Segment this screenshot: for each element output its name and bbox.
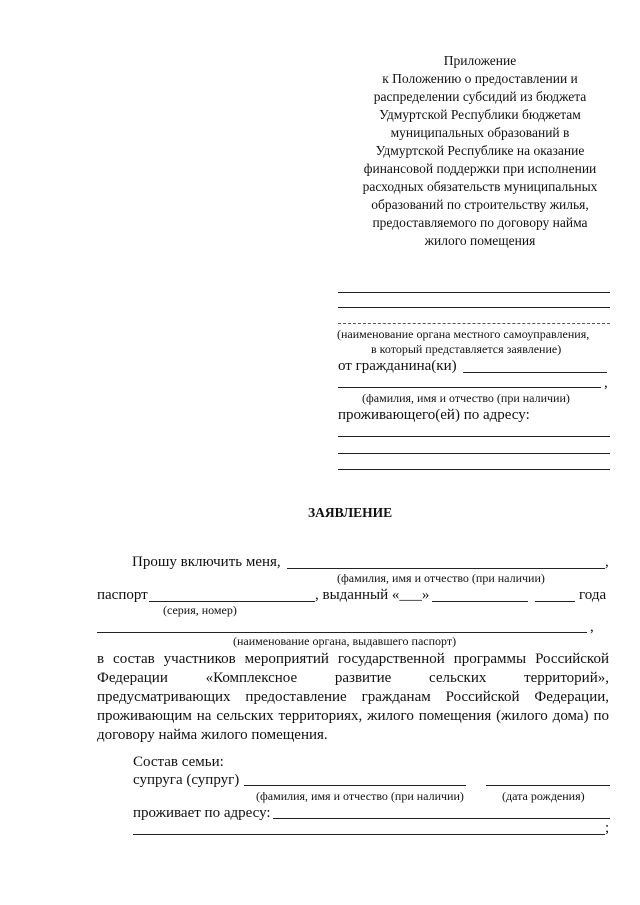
passport-label: паспорт bbox=[97, 587, 148, 603]
issued-label: , выданный «___» bbox=[315, 587, 430, 603]
applicant-name-field[interactable] bbox=[287, 568, 605, 569]
issuer-field[interactable] bbox=[97, 632, 587, 633]
fio-caption: (фамилия, имя и отчество (при наличии) bbox=[362, 391, 570, 405]
appendix-line: образований по строительству жилья, bbox=[371, 197, 589, 212]
organ-caption-2: в который представляется заявление) bbox=[371, 342, 562, 356]
request-text: Прошу включить меня, bbox=[132, 554, 281, 570]
lives-at-label: проживает по адресу: bbox=[133, 805, 271, 821]
comma: , bbox=[604, 375, 608, 391]
appendix-line: расходных обязательств муниципальных bbox=[362, 179, 598, 194]
organ-caption: (наименование органа местного самоуправления, bbox=[337, 327, 590, 341]
issue-year-field[interactable] bbox=[535, 601, 575, 602]
dob-caption: (дата рождения) bbox=[502, 789, 585, 803]
spouse-name-field[interactable] bbox=[244, 785, 466, 786]
series-caption: (серия, номер) bbox=[163, 603, 237, 617]
spouse-address-field[interactable] bbox=[273, 818, 610, 819]
appendix-line: Удмуртской Республике на оказание bbox=[375, 143, 585, 158]
family-heading: Состав семьи: bbox=[133, 754, 224, 770]
organ-line-1[interactable] bbox=[338, 292, 610, 293]
address-line-1[interactable] bbox=[338, 436, 610, 437]
appendix-line: предоставляемого по договору найма bbox=[372, 215, 588, 230]
address-line-2[interactable] bbox=[338, 453, 610, 454]
spouse-label: супруга (супруг) bbox=[133, 772, 240, 788]
fio-caption: (фамилия, имя и отчество (при наличии) bbox=[337, 571, 545, 585]
appendix-block bbox=[330, 52, 630, 250]
organ-line-3[interactable] bbox=[338, 323, 610, 324]
citizen-name-field[interactable] bbox=[463, 372, 607, 373]
fio-caption: (фамилия, имя и отчество (при наличии) bbox=[256, 789, 464, 803]
passport-number-field[interactable] bbox=[149, 601, 315, 602]
address-line-3[interactable] bbox=[338, 469, 610, 470]
appendix-line: Приложение bbox=[443, 53, 517, 68]
year-label: года bbox=[579, 587, 607, 603]
appendix-line: к Положению о предоставлении и bbox=[382, 71, 578, 86]
spouse-address-field-2[interactable] bbox=[133, 834, 605, 835]
semicolon: ; bbox=[605, 820, 610, 836]
appendix-line: Удмуртской Республики бюджетам bbox=[379, 107, 581, 122]
appendix-line: жилого помещения bbox=[424, 233, 536, 248]
from-citizen-label: от гражданина(ки) bbox=[338, 358, 457, 374]
main-paragraph: в состав участников мероприятий государственной программы Российской Федерации «Комплексное развитие сельских территорий», предусматривающих предоставление гражданам Российской Федерации, проживающим на сельских территориях, жилого помещения (жилого дома) по договору найма жилого помещения. bbox=[97, 651, 609, 743]
spouse-dob-field[interactable] bbox=[486, 785, 610, 786]
document-title: ЗАЯВЛЕНИЕ bbox=[308, 505, 393, 520]
issue-date-field[interactable] bbox=[432, 601, 528, 602]
comma: , bbox=[605, 554, 609, 570]
appendix-line: распределении субсидий из бюджета bbox=[373, 89, 587, 104]
issuer-caption: (наименование органа, выдавшего паспорт) bbox=[233, 634, 457, 648]
appendix-line: муниципальных образований в bbox=[390, 125, 570, 140]
organ-line-2[interactable] bbox=[338, 307, 610, 308]
living-at-label: проживающего(ей) по адресу: bbox=[338, 407, 530, 423]
citizen-name-field-2[interactable] bbox=[338, 387, 601, 388]
comma: , bbox=[590, 619, 594, 635]
appendix-line: финансовой поддержки при исполнении bbox=[363, 161, 597, 176]
